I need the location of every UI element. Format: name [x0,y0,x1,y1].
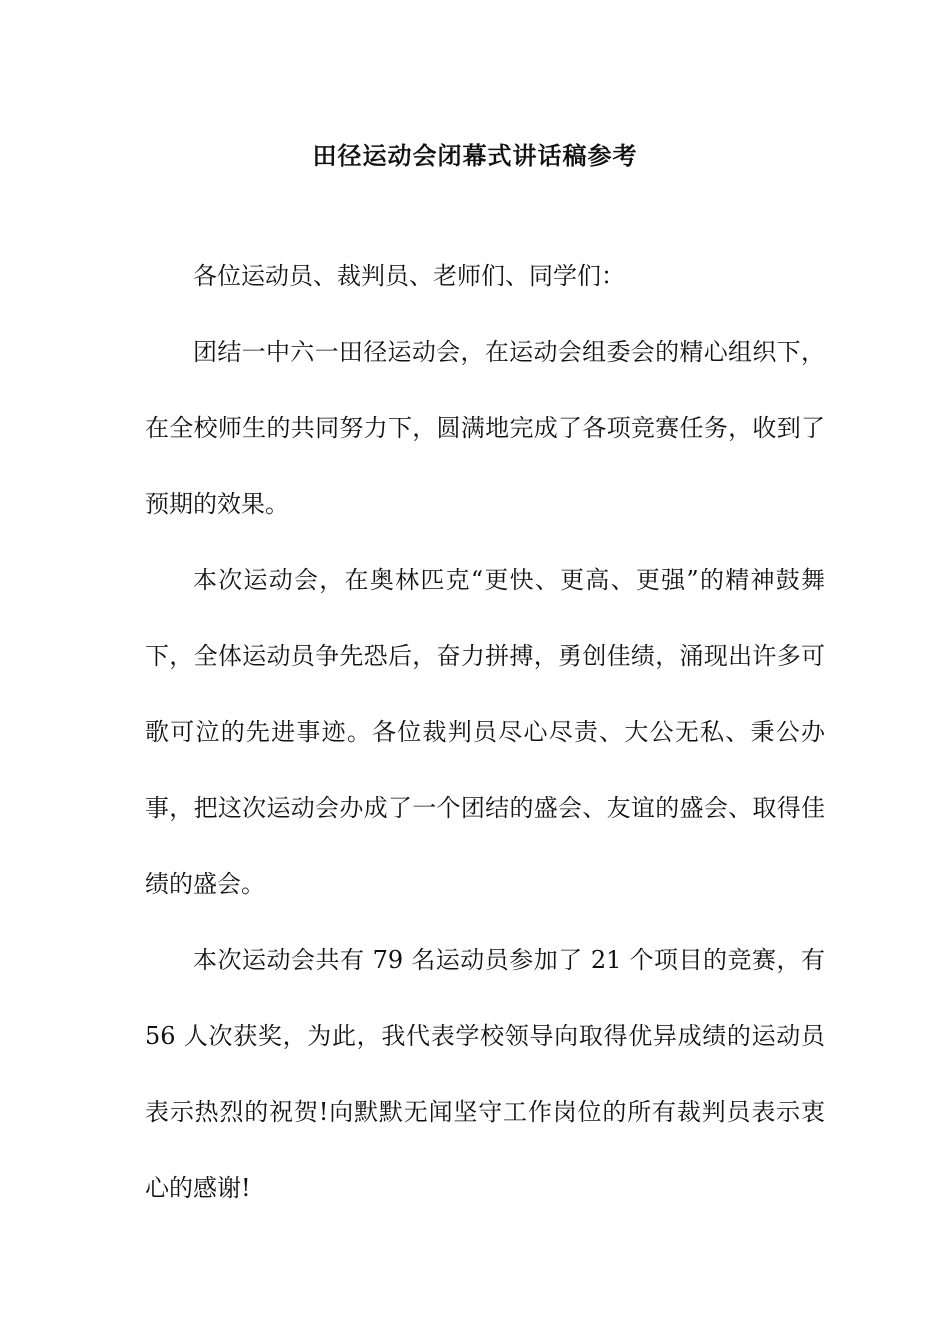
document-body [145,238,825,1226]
body-paragraph-3: 本次运动会共有 79 名运动员参加了 21 个项目的竞赛，有 56 人次获奖，为此，我代表学校领导向取得优异成绩的运动员表示热烈的祝贺!向默默无闻坚守工作岗位的所有裁判员表示衷心的感谢! [145,946,825,1202]
body-paragraph-2: 本次运动会，在奥林匹克“更快、更高、更强”的精神鼓舞下，全体运动员争先恐后，奋力拼搏，勇创佳绩，涌现出许多可歌可泣的先进事迹。各位裁判员尽心尽责、大公无私、秉公办事，把这次运动会办成了一个团结的盛会、友谊的盛会、取得佳绩的盛会。 [145,566,825,898]
document-title: 田径运动会闭幕式讲话稿参考 [312,142,638,170]
body-paragraph-1: 团结一中六一田径运动会，在运动会组委会的精心组织下，在全校师生的共同努力下，圆满地完成了各项竞赛任务，收到了预期的效果。 [145,338,825,518]
salutation-paragraph: 各位运动员、裁判员、老师们、同学们： [193,262,625,290]
